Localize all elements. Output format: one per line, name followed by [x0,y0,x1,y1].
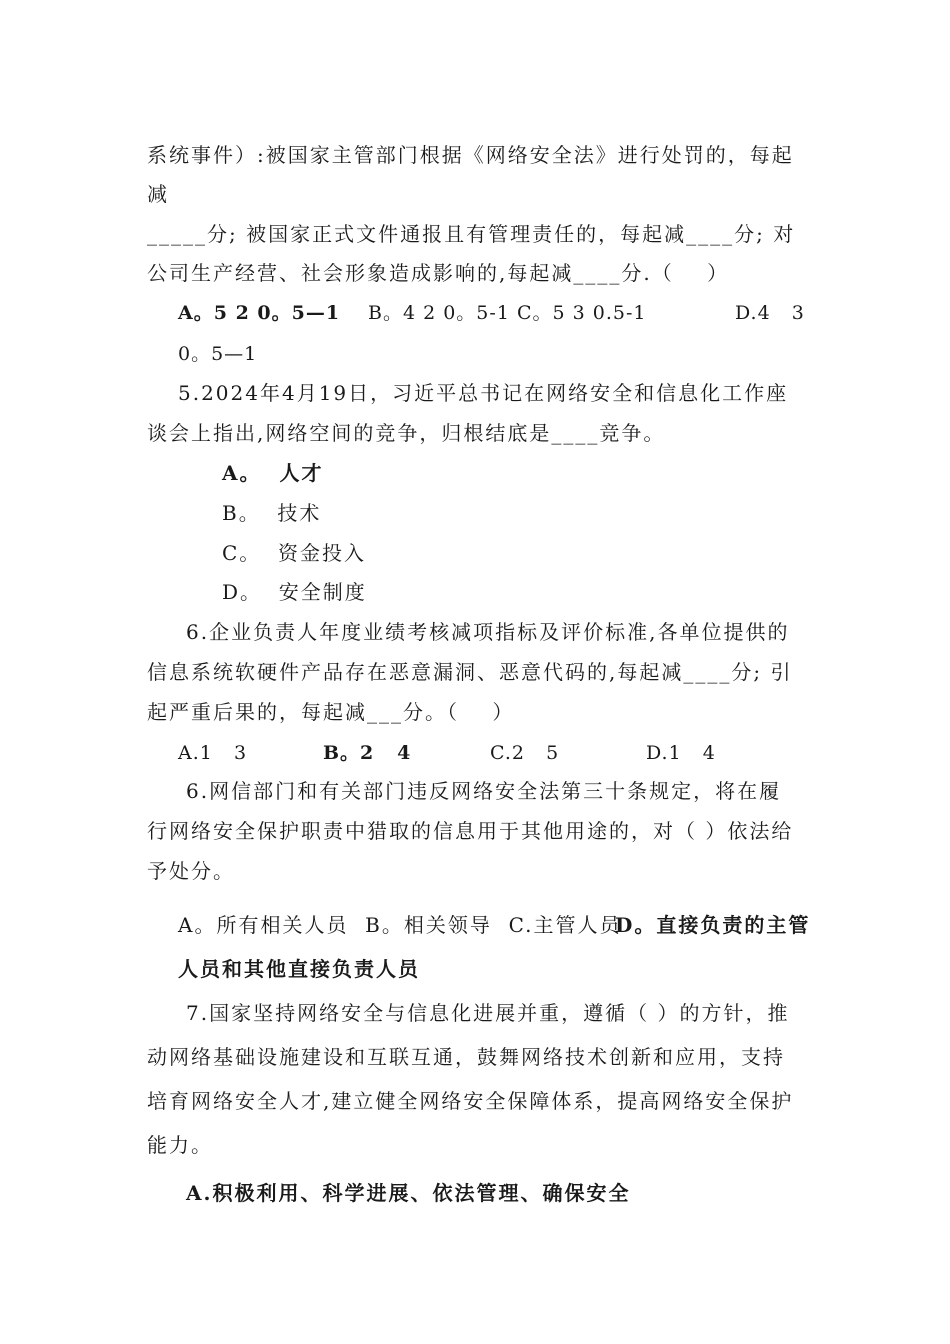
option-d: D.1 4 [646,742,716,764]
option-a: A。 人才 [222,461,324,485]
paragraph-line: 起严重后果的，每起减___分。（ ） [147,700,515,724]
option-a: A.积极利用、科学进展、依法管理、确保安全 [186,1181,631,1205]
option-b-c: B。4 2 0。5-1 C。5 3 0.5-1 [368,302,647,324]
option-d-cont: 0。5—1 [178,343,258,365]
option-c: C。 资金投入 [222,541,367,565]
paragraph-line: 减 [147,182,169,206]
question-5: 5.2024年4月19日，习近平总书记在网络安全和信息化工作座 [178,381,789,405]
question-6b: 6.网信部门和有关部门违反网络安全法第三十条规定，将在履 [186,779,782,803]
option-d: D。直接负责的主管 [615,913,811,937]
option-d: D.4 3 [735,302,805,324]
paragraph-line: 予处分。 [147,859,235,883]
paragraph-line: 动网络基础设施建设和互联互通，鼓舞网络技术创新和应用，支持 [147,1045,785,1069]
option-b: B。2 4 [323,742,412,764]
paragraph-line: 信息系统软硬件产品存在恶意漏洞、恶意代码的,每起减____分; 引 [147,660,793,684]
question-7: 7.国家坚持网络安全与信息化进展并重，遵循（ ）的方针，推 [186,1001,790,1025]
paragraph-line: 培育网络安全人才,建立健全网络安全保障体系，提高网络安全保护 [147,1089,794,1113]
paragraph-line: 行网络安全保护职责中猎取的信息用于其他用途的，对（ ）依法给 [147,819,794,843]
question-6: 6.企业负责人年度业绩考核减项指标及评价标准,各单位提供的 [186,620,790,644]
options-a-b-c: A。所有相关人员 B。相关领导 C.主管人员 [178,913,622,937]
option-c: C.2 5 [490,742,560,764]
option-a: A.1 3 [178,742,248,764]
option-a: A。5 2 0。5—1 [178,302,341,324]
paragraph-line: 能力。 [147,1133,213,1157]
paragraph-line: 系统事件）:被国家主管部门根据《网络安全法》进行处罚的，每起 [147,143,794,167]
option-d-cont: 人员和其他直接负责人员 [178,957,420,981]
paragraph-line: _____分; 被国家正式文件通报且有管理责任的，每起减____分; 对 [147,222,796,246]
option-d: D。 安全制度 [222,580,367,604]
option-b: B。 技术 [222,501,322,525]
paragraph-line: 公司生产经营、社会形象造成影响的,每起减____分.（ ） [147,261,730,285]
paragraph-line: 谈会上指出,网络空间的竞争，归根结底是____竞争。 [147,421,666,445]
